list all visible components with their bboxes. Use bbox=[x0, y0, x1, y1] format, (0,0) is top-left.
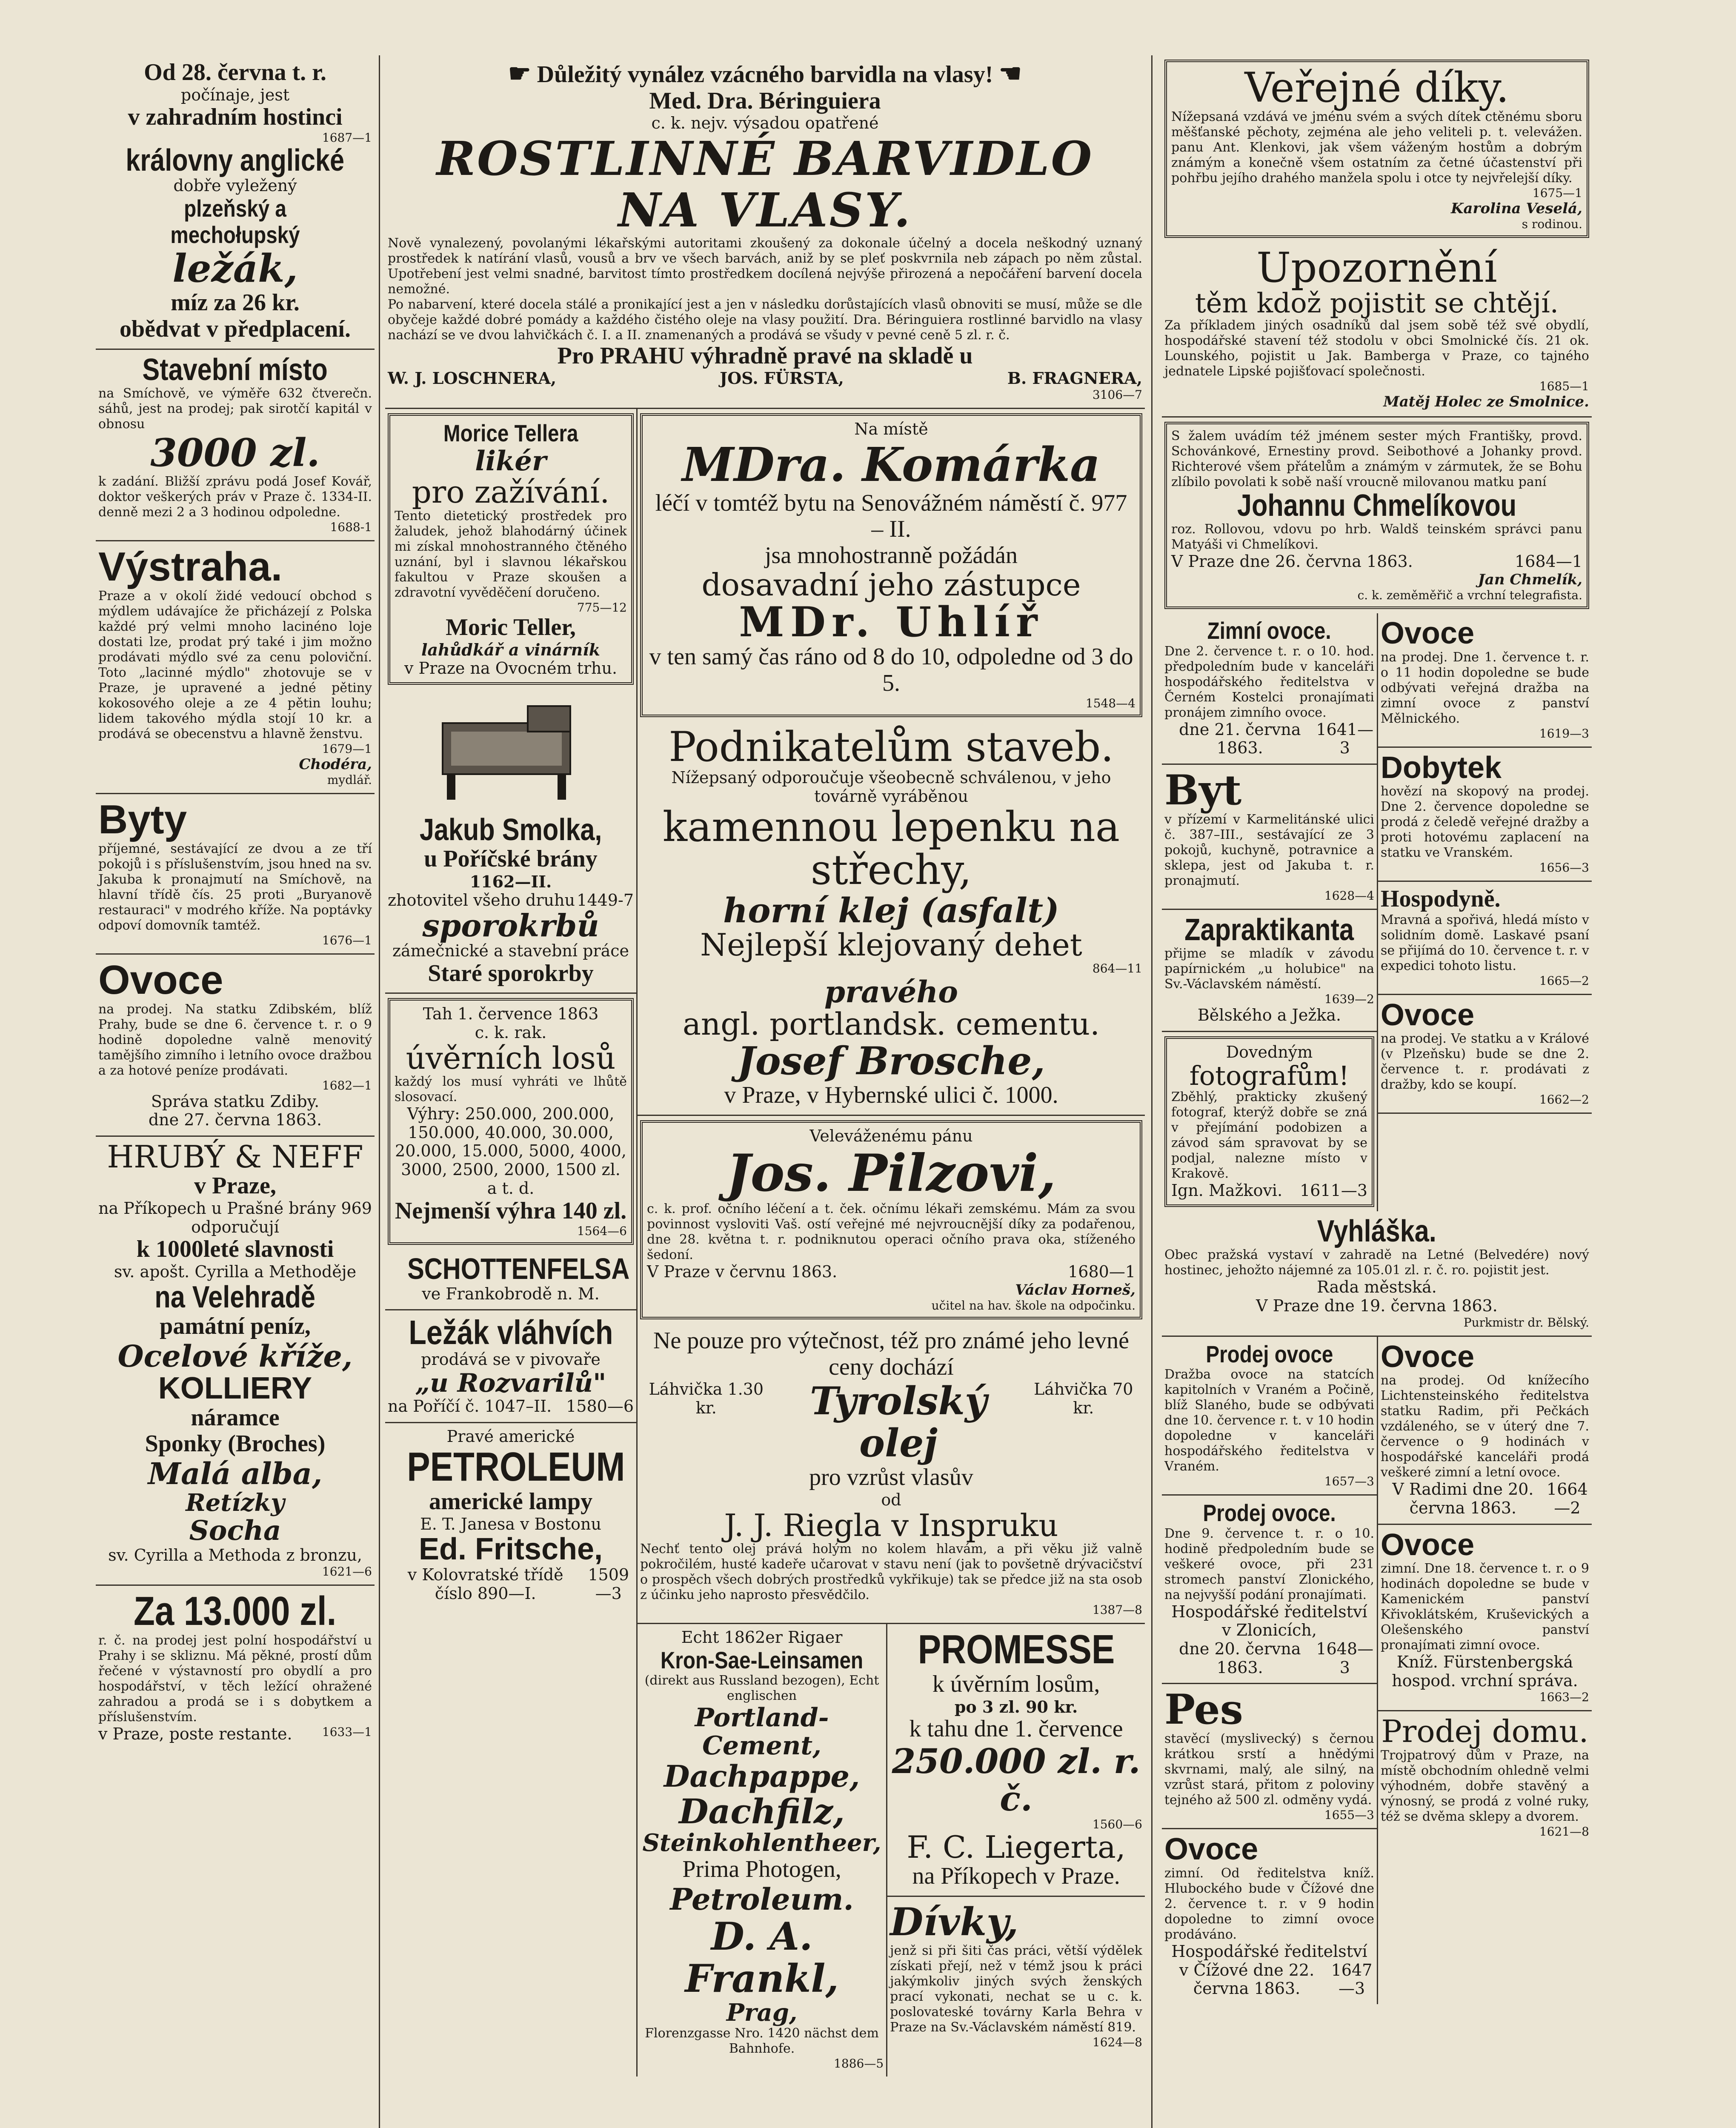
ad-text: Trojpatrový dům v Praze, na místě obchodním ohledně velmi výhodném, dobře stavěný a výnosný, se prodá z volné ruky, též se dvěma sklepy a dvorem. bbox=[1381, 1748, 1589, 1825]
ad-signature: Hospodářské ředitelství v Zlonicích, bbox=[1171, 1602, 1367, 1640]
ad-hruby-neff bbox=[96, 1137, 375, 1586]
ad-text: Láhvička 70 kr. bbox=[1034, 1380, 1133, 1417]
ad-ref: 1621—8 bbox=[1539, 1825, 1589, 1839]
ad-text: v Praze, poste restante. bbox=[98, 1725, 292, 1744]
ad-text: stavěcí (myslivecký) s černou krátkou srstí a hnědými skvrnami, malý, ale silný, na vzrůst stará, přitom z poloviny tejného až 500 zl. odměny vydá. bbox=[1164, 1731, 1374, 1808]
ad-text: B. FRAGNERA, bbox=[1007, 369, 1142, 388]
ad-text: zimní. Dne 18. července t. r. o 9 hodinách dopoledne se bude v Kamenickém panství Křivoklátském, Kruševických a Olešenského panství pronajímati zimní ovoce. bbox=[1381, 1561, 1589, 1653]
ad-text: c. k. rak. bbox=[475, 1023, 547, 1042]
ad-text: na Poříčí č. 1047–II. bbox=[388, 1397, 552, 1416]
subcolumn bbox=[1162, 613, 1378, 1211]
pointing-hand-icon: ☛ bbox=[508, 60, 531, 88]
ad-text: Po nabarvení, které docela stálé a pronikající jest a jen v následku dorůstajících vlasů obnoviti se musí, může se dle obyčeje každé dobré pomády a každého čistého oleje na vlasy použití. Dra. Béringuiera rostlinné barvidlo na vlasy nachází se ve dvou lahvičkách č. I. a II. znamenaných a prodává se všudy v pevné ceně 5 zl. r. č. bbox=[388, 297, 1142, 343]
ad-ref: 864—11 bbox=[1092, 961, 1142, 975]
ad-heading: Johannu Chmelíkovou bbox=[1237, 488, 1517, 523]
ad-text: Praze a v okolí židé vedoucí obchod s mýdlem udávajíce že přicházejí z Polska každé prý velmi mnoho lacinéno loje dostati lze, prodat prý také i jim možno prodávati mýdlo své za cenu poloviční. Toto „lacinné mýdlo" zhotovuje se v Praze, je upravené a jedné pětiny kokosového oleje a ze 4 pětin louhu; lidem takového mýdla stojí 10 kr. a prodává se obecenstvu a hlavně ženstvu. bbox=[98, 588, 372, 741]
ad-barvidlo bbox=[385, 55, 1145, 409]
ad-date: V Praze dne 26. června 1863. bbox=[1171, 552, 1413, 571]
ad-vyhlaska bbox=[1162, 1211, 1592, 1337]
ad-komarek bbox=[640, 413, 1142, 717]
ad-heading: u Poříčské brány bbox=[424, 846, 598, 872]
ad-heading: Jakub Smolka, bbox=[419, 812, 602, 847]
ad-heading: Vyhláška. bbox=[1317, 1214, 1437, 1248]
ad-ref: 1564—6 bbox=[577, 1224, 627, 1238]
ad-text: v Kolovratské třídě číslo 890—I. bbox=[407, 1565, 563, 1603]
ad-heading: sporokrbů bbox=[422, 907, 599, 944]
ad-dobytek bbox=[1378, 748, 1592, 882]
ad-text: Nížepsaný odporoučuje všeobecně schválenou, v jeho továrně vyráběnou bbox=[671, 768, 1111, 806]
ad-heading: Socha bbox=[189, 1515, 281, 1547]
ad-ref: 1676—1 bbox=[322, 933, 372, 947]
ad-text: mydlář. bbox=[327, 772, 372, 787]
ad-date: V Radimi dne 20. června 1863. bbox=[1392, 1480, 1534, 1517]
ad-text: Zběhlý, prakticky zkušený fotograf, kterýž dobře se zná v přejímání podobizen a závod sám spravovat by se podjal, nalezne místo v Krakově. bbox=[1171, 1089, 1367, 1181]
ad-heading: Ovoce bbox=[1381, 1339, 1475, 1374]
ad-text: léčí v tomtéž bytu na Senovážném náměstí č. 977 – II. bbox=[655, 489, 1127, 543]
ad-text: jenž si při šiti čas práci, větší výdělek získati přejí, než v témž jsou k práci jakýmkoliv jiných svých ženských prací vykonati, nechat se u c. k. poslovateské továrny Karla Behra v Praze na Sv.-Václavském náměstí 819. bbox=[890, 1943, 1142, 2035]
ad-text: s rodinou. bbox=[1522, 217, 1582, 231]
ad-ref: 1688-1 bbox=[330, 520, 372, 535]
ad-text: sv. Cyrilla a Methoda z bronzu, bbox=[108, 1545, 362, 1565]
ad-text: Nejmenší výhra 140 zl. bbox=[395, 1197, 627, 1224]
ad-text: Nechť tento olej prává holým no kolem hlavám, a při věku již valně pokročilém, husté kadeře učarovat v stavu není (jak to povšetně drývacičství o prospěch všech dobrých prostředků vykřikuje) tak se předce již na sta osob z účinku jeho naprosto přesvědčilo. bbox=[640, 1542, 1142, 1603]
ad-text: Moric Teller, bbox=[446, 614, 576, 641]
ad-promesse bbox=[887, 1624, 1145, 1897]
ad-heading: horní klej (asfalt) bbox=[723, 890, 1059, 930]
ad-text: každý los musí vyhráti ve lhůtě slosovací. bbox=[395, 1074, 627, 1105]
ad-ovoce-kralovice bbox=[1378, 995, 1592, 1114]
ad-heading: Veřejné díky. bbox=[1244, 64, 1509, 112]
ad-text: zimní. Od ředitelstva kníž. Hlubockého bude v Čížové dne 2. července t. r. v 9 hodin dopoledne to zimní ovoce prodáváno. bbox=[1164, 1865, 1374, 1942]
ad-heading: Ovoce bbox=[1381, 616, 1475, 651]
ad-text: ve Frankobrodě n. M. bbox=[422, 1284, 600, 1303]
row-1 bbox=[385, 409, 1145, 2077]
ad-signature: Karolina Veselá, bbox=[1450, 200, 1582, 217]
ad-ovoce-cizova bbox=[1162, 1829, 1377, 2004]
ad-text: c. k. zeměměřič a vrchní telegrafista. bbox=[1357, 588, 1582, 603]
ad-ref: 1621—6 bbox=[322, 1565, 372, 1579]
ad-heading: pravého bbox=[824, 974, 958, 1010]
ad-heading: Morice Tellera bbox=[443, 420, 578, 447]
ad-text: Na místě bbox=[854, 420, 928, 439]
ad-text: Pro PRAHU výhradně pravé na skladě u bbox=[557, 342, 973, 369]
ad-praktikant bbox=[1162, 910, 1377, 1032]
ad-ref: 1619—3 bbox=[1539, 726, 1589, 741]
ad-text: na Příkopech u Prašné brány 969 odporučují bbox=[98, 1199, 372, 1236]
ad-ref: 1662—2 bbox=[1539, 1093, 1589, 1107]
ad-text: Za příkladem jiných osadníků dal jsem sobě též své obydlí, hospodářské stavení též stodolu v obci Smolnické čís. 21 ok. Lounského, pojistit u Jak. Bamberga v Praze, co tajného jednatele Lipské pojišťovací společnosti. bbox=[1164, 317, 1589, 379]
ad-heading: MDra. Komárka bbox=[682, 437, 1101, 492]
ad-ref: 1664—2 bbox=[1547, 1480, 1588, 1517]
ad-teller bbox=[388, 413, 634, 685]
ad-text: na Příkopech v Praze. bbox=[912, 1863, 1120, 1890]
ad-ref: 1641—3 bbox=[1316, 720, 1374, 758]
subcolumn bbox=[1162, 1337, 1378, 2004]
ad-text: v přízemí v Karmelitánské ulici č. 387–III., sestávající ze 3 pokojů, kuchyně, potravnice a sklepa, jest od Jakuba t. r. pronajmutí. bbox=[1164, 812, 1374, 888]
ad-text: zhotovitel všeho druhu bbox=[388, 890, 575, 910]
ad-ovoce-krivoklat bbox=[1378, 1525, 1592, 1712]
ad-text: v ten samý čas ráno od 8 do 10, odpoledne od 3 do 5. bbox=[649, 644, 1133, 696]
ad-heading: Byty bbox=[98, 796, 187, 842]
ad-pilz bbox=[640, 1120, 1142, 1319]
column-rule bbox=[379, 55, 380, 2128]
ad-heading: Dobytek bbox=[1381, 750, 1502, 785]
ad-text: příjemné, sestávající ze dvou a ze tří pokojů i s příslušenstvím, jsou hned na sv. Jakuba k pronajmutí na Smíchově, na hlavní třídě čís. 25 proti „Buryanově restauraci" v modrého kříže. Na poptávky odpoví domovník tamtéž. bbox=[98, 841, 372, 933]
ad-ovoce-radim bbox=[1378, 1337, 1592, 1525]
ad-date: dne 21. června 1863. bbox=[1179, 720, 1301, 758]
ad-text: po 3 zl. 90 kr. bbox=[954, 1697, 1078, 1716]
ad-text: Nížepsaná vzdává ve jménu svém a svých dítek ctěnému sboru měšťanské pěchoty, zejména ale jeho veliteli p. t. velevážen. panu Ant. Klenkovi, jak všem váženým hostům a dobrým známým a konečně všem ostatním za četné účastenství při pohřbu jejího drahého manžela spolu i otce ty nejvřelejší díky. bbox=[1171, 109, 1582, 186]
ad-heading: Prodej domu. bbox=[1381, 1713, 1589, 1750]
stove-illustration bbox=[426, 698, 596, 808]
ad-text: sv. apošt. Cyrilla a Methoděje bbox=[114, 1262, 357, 1281]
ad-text: Od 28. června t. r. bbox=[144, 59, 326, 86]
ad-heading: Tyrolský olej bbox=[809, 1379, 987, 1466]
ad-signature: Kníž. Fürstenbergská hospod. vrchní správa. bbox=[1392, 1653, 1578, 1690]
ad-ref: 1387—8 bbox=[1092, 1603, 1142, 1617]
ad-date: v Čížové dne 22. června 1863. bbox=[1179, 1960, 1315, 1998]
ad-heading: královny anglické bbox=[126, 143, 345, 177]
ad-petroleum bbox=[385, 1423, 636, 1609]
ad-text: 1162—II. bbox=[469, 872, 552, 891]
column-right bbox=[1162, 55, 1592, 2004]
ad-text: památní peníz, bbox=[160, 1313, 311, 1340]
ad-heading: Ležák vláhvích bbox=[408, 1313, 613, 1352]
ad-text: Dražba ovoce na statcích kapitolních v Vraném a Počině, blíž Slaného, bude se odbývati dne 10. července r. t. v 10 hodin dopoledne v kanceláři hospodářského ředitelstva v Vraném. bbox=[1164, 1367, 1374, 1474]
ad-text: hovězí na skopový na prodej. Dne 2. července dopoledne se prodá z čeledě veřejné dražby a proti hotovému zaplacení na statku ve Vranském. bbox=[1381, 784, 1589, 861]
ad-heading: fotografům! bbox=[1189, 1060, 1350, 1091]
ad-text: k tahu dne 1. července bbox=[909, 1716, 1123, 1742]
ad-text: Florenzgasse Nro. 1420 nächst dem Bahnhofe. bbox=[645, 2026, 879, 2056]
ad-prodej-ovoce-zlonice bbox=[1162, 1496, 1377, 1684]
ad-heading: Prag, bbox=[726, 1998, 798, 2027]
ad-text: Mravná a spořivá, hledá místo v solidním domě. Laskavé psaní se přijímá do 10. července t. r. v expedici tohoto listu. bbox=[1381, 912, 1589, 973]
ad-text: Veleváženému pánu bbox=[809, 1126, 973, 1145]
ad-signature: Správa statku Zdiby. bbox=[151, 1092, 320, 1111]
ad-ref: 1680—1 bbox=[1068, 1262, 1135, 1281]
ad-verejne-diky bbox=[1164, 60, 1589, 238]
subcolumn bbox=[1378, 613, 1592, 1211]
ad-prodej-ovoce-vrany bbox=[1162, 1337, 1377, 1496]
ad-text: obědvat v předplacení. bbox=[120, 315, 351, 342]
ad-text: E. T. Janesa v Bostonu bbox=[420, 1514, 601, 1533]
ad-podnikatelum bbox=[638, 721, 1145, 1116]
ad-byt bbox=[1162, 765, 1377, 910]
ad-text: na prodej. Dne 1. července t. r. o 11 hodin dopoledne se bude odbývati veřejná dražba na zimní ovoce z panství Mělnického. bbox=[1381, 649, 1589, 726]
ad-ref: 1663—2 bbox=[1539, 1690, 1589, 1705]
ad-date: dne 20. června 1863. bbox=[1179, 1639, 1301, 1677]
ad-heading: Petroleum. bbox=[670, 1881, 854, 1917]
ad-chmelikova bbox=[1164, 422, 1589, 609]
ad-ref: 1611—3 bbox=[1300, 1181, 1367, 1200]
subcolumn-wide bbox=[638, 409, 1145, 2077]
ad-heading: úvěrních losů bbox=[406, 1040, 616, 1076]
ad-heading: Ovoce bbox=[98, 957, 223, 1003]
ad-heading: Kron-Sae-Leinsamen bbox=[661, 1646, 864, 1673]
ad-heading: D. A. Frankl, bbox=[685, 1913, 839, 2001]
ad-heading: „u Rozvarilů" bbox=[415, 1368, 606, 1399]
ad-heading: PROMESSE bbox=[918, 1627, 1115, 1673]
ad-heading: MDr. Uhlíř bbox=[739, 598, 1044, 646]
column-middle bbox=[385, 55, 1145, 2077]
row-bottom bbox=[638, 1624, 1145, 2077]
ad-text: Důležitý vynález vzácného barvidla na vlasy! bbox=[537, 61, 993, 88]
ad-ref: 1509—3 bbox=[588, 1565, 629, 1603]
ad-ref: 3106—7 bbox=[1092, 388, 1142, 402]
ad-divky bbox=[887, 1897, 1145, 2055]
ad-text: Dne 9. července t. r. o 10. hodině předpoledním bude se veškeré ovoce, při 231 stromech panství Zlonického, na nejvyšší podání pronajímati. bbox=[1164, 1526, 1374, 1602]
ad-text: Výhry: 250.000, 200.000, 150.000, 40.000, 30.000, 20.000, 15.000, 5000, 4000, 3000, 2500, 2000, 1500 zl. a t. d. bbox=[395, 1104, 626, 1198]
ad-ref: 1548—4 bbox=[1085, 696, 1135, 711]
ad-text: v zahradním hostinci bbox=[128, 104, 343, 131]
row-small-ads bbox=[1162, 613, 1592, 1211]
ad-ref: 1665—2 bbox=[1539, 973, 1589, 988]
ad-ref: 1449-7 bbox=[577, 890, 634, 910]
ad-heading: 250.000 zl. r. č. bbox=[892, 1741, 1141, 1819]
ad-text: od bbox=[881, 1490, 901, 1509]
ad-ovoce-zdiby bbox=[96, 955, 375, 1137]
ad-text: přijme se mladík v závodu papírnickém „u holubice" na Sv.-Václavském náměstí. bbox=[1164, 946, 1374, 992]
ad-heading: Nejlepší klejovaný dehet bbox=[700, 927, 1082, 963]
ad-text: Obec pražská vystaví v zahradě na Letné (Belvedére) nový hostinec, jehožto nájemné za 105.01 zl. r. č. ro. pojistit jest. bbox=[1164, 1247, 1589, 1278]
ad-heading: Stavební místo bbox=[142, 352, 328, 387]
ad-lezak bbox=[385, 1310, 636, 1423]
ad-ovoce-melnik bbox=[1378, 613, 1592, 748]
ad-tyrolsky-olej bbox=[638, 1324, 1145, 1624]
ad-text: počínaje, jest bbox=[180, 85, 290, 104]
ad-heading: Josef Brosche, bbox=[737, 1038, 1045, 1084]
ad-ref: 1687—1 bbox=[322, 130, 372, 145]
ad-ref: 1639—2 bbox=[1324, 992, 1374, 1007]
ad-text: Tento dietetický prostředek pro žaludek, jehož blahodárný účinek mi získal mnohostranného čtěného uznání, byl i slavnou lékařskou fakultou v Praze skoušen a zdravotní vyvěděčení doručeno. bbox=[395, 508, 627, 600]
ad-heading: Retízky bbox=[186, 1488, 285, 1517]
ad-signature: Václav Horneš, bbox=[1015, 1281, 1135, 1299]
ad-text: v Praze na Ovocném trhu. bbox=[404, 659, 618, 678]
ad-date: V Praze dne 19. června 1863. bbox=[1256, 1296, 1498, 1315]
ad-text: Echt 1862er Rigaer bbox=[681, 1628, 843, 1647]
ad-heading: ležák, bbox=[172, 246, 298, 292]
ad-heading: Dívky, bbox=[890, 1899, 1019, 1945]
ad-text: Ne pouze pro výtečnost, též pro známé jeho levné ceny dochází bbox=[653, 1327, 1129, 1380]
ad-ref: 1628—4 bbox=[1324, 888, 1374, 903]
ad-text: r. č. na prodej jest polní hospodářství u Prahy i se skliznu. Má pěkné, prostí dům řečené v výstavností pro obydlí a pro hospodářství, v těch ležící ohražené zahradou a prodá se i s dobytkem a příslušenstvím. bbox=[98, 1633, 372, 1725]
ad-text: (direkt aus Russland bezogen), Echt englischen bbox=[644, 1673, 879, 1704]
ad-text: Med. Dra. Béringuiera bbox=[649, 87, 881, 114]
ad-ref: 1655—3 bbox=[1324, 1808, 1374, 1822]
ad-ref: 1679—1 bbox=[322, 741, 372, 756]
ad-signature: Matěj Holec ze Smolnice. bbox=[1383, 393, 1589, 410]
ad-heading: Steinkohlentheer, bbox=[642, 1829, 881, 1857]
ad-text: lahůdkář a vinárník bbox=[421, 640, 601, 660]
ad-text: zámečnické a stavební práce bbox=[392, 941, 629, 960]
ad-text: k úvěrním losům, bbox=[932, 1670, 1100, 1697]
ad-text: míz za 26 kr. bbox=[171, 289, 300, 316]
ad-heading: Dachfilz, bbox=[679, 1791, 845, 1832]
ad-text: W. J. LOSCHNERA, bbox=[388, 369, 557, 388]
ad-signature: Hospodářské ředitelství bbox=[1171, 1942, 1367, 1961]
ad-heading: na Velehradě bbox=[154, 1280, 316, 1314]
ad-ref: 1682—1 bbox=[322, 1078, 372, 1093]
subcolumn bbox=[887, 1624, 1145, 2077]
ad-signature: Bělského a Ježka. bbox=[1197, 1006, 1341, 1025]
ad-text: S žalem uvádím též jménem sester mých Františky, provd. Schovánkové, Ernestiny provd. Seibothové a Johanky provd. Richterové všem přátelům a známým v zármutek, že se Bohu zlíbilo povolati k sobě naší vroucně milovanou matku paní bbox=[1171, 428, 1582, 489]
ad-text: na Smíchově, ve výměře 632 čtverečn. sáhů, jest na prodej; pak sirotčí kapitál v obnosu bbox=[98, 386, 372, 432]
ad-ref: 1624—8 bbox=[1092, 2035, 1142, 2050]
ad-heading: Ovoce bbox=[1381, 998, 1475, 1032]
ad-text: c. k. nejv. výsadou opatřené bbox=[651, 114, 879, 133]
ad-text: Pravé americké bbox=[446, 1427, 575, 1446]
ad-heading: Prodej ovoce. bbox=[1203, 1499, 1336, 1527]
ad-date: dne 27. června 1863. bbox=[148, 1110, 322, 1130]
ad-text: k zadání. Bližší zprávu podá Josef Kovář, doktor veškerých práv v Praze č. 1334-II. denně mezi 2 a 3 hodinou odpoledne. bbox=[98, 474, 372, 520]
ad-text: Tah 1. července 1863 bbox=[423, 1004, 599, 1024]
ad-heading: SCHOTTENFELSA bbox=[407, 1252, 630, 1286]
ad-heading: J. J. Riegla v Inspruku bbox=[724, 1507, 1058, 1543]
ad-heading: Byt bbox=[1164, 766, 1242, 815]
ad-fotografum bbox=[1164, 1036, 1374, 1207]
ad-heading: KOLLIERY bbox=[158, 1371, 312, 1405]
ad-heading: HRUBÝ & NEFF bbox=[107, 1138, 363, 1175]
subcolumn bbox=[1378, 1337, 1592, 2004]
ad-ref: 1560—6 bbox=[1092, 1817, 1142, 1831]
pointing-hand-icon: ☛ bbox=[999, 60, 1022, 88]
ad-text: na prodej. Ve statku a v Králové (v Plzeňsku) bude se dne 2. července t. r. prodávati z dražby, kdo se koupí. bbox=[1381, 1031, 1589, 1093]
ad-heading: Podnikatelům staveb. bbox=[669, 723, 1114, 771]
ad-byty bbox=[96, 794, 375, 955]
ad-ref: 1675—1 bbox=[1532, 186, 1582, 200]
ad-heading: Zapraktikanta bbox=[1184, 912, 1354, 947]
ad-heading: Ovoce bbox=[1164, 1832, 1258, 1867]
ad-ref: 1684—1 bbox=[1515, 552, 1582, 571]
ad-heading: Dachpappe, bbox=[664, 1759, 860, 1794]
ad-text: učitel na hav. škole na odpočinku. bbox=[931, 1299, 1135, 1313]
ad-heading: F. C. Liegerta, bbox=[907, 1829, 1126, 1865]
ad-text: Prima Photogen, bbox=[682, 1856, 841, 1883]
ad-text: k 1000leté slavnosti bbox=[136, 1236, 334, 1263]
column-rule bbox=[1151, 55, 1153, 2128]
ad-zimni-ovoce bbox=[1162, 613, 1377, 765]
ad-upozorneni bbox=[1162, 242, 1592, 418]
ad-prodej-domu bbox=[1378, 1711, 1592, 1845]
ad-ref: 1580—6 bbox=[566, 1397, 634, 1416]
ad-ref: 1685—1 bbox=[1539, 379, 1589, 393]
column-left bbox=[96, 55, 375, 1750]
ad-ref: 1657—3 bbox=[1324, 1474, 1374, 1489]
ad-text: Sponky (Broches) bbox=[145, 1430, 326, 1457]
ad-heading: Malá alba, bbox=[148, 1456, 323, 1491]
ad-heading: Výstraha. bbox=[98, 544, 283, 590]
ad-text: Láhvička 1.30 kr. bbox=[649, 1380, 764, 1417]
ad-text: Dne 2. července t. r. o 10. hod. předpoledním bude v kanceláři hospodářského ředitelstva v Černém Kostelci pronajímati pronájem zimního ovoce. bbox=[1164, 644, 1374, 720]
ad-heading: Ovoce bbox=[1381, 1527, 1475, 1562]
ad-amount: 3000 zl. bbox=[150, 430, 320, 476]
ad-text: Dovedným bbox=[1226, 1043, 1313, 1062]
row-small-ads-2 bbox=[1162, 1337, 1592, 2004]
ad-heading: likér bbox=[475, 445, 546, 477]
ad-uverni-losy bbox=[388, 998, 634, 1245]
ad-text: Staré sporokrby bbox=[428, 960, 594, 987]
ad-heading: angl. portlandsk. cementu. bbox=[682, 1006, 1100, 1042]
ad-hostinec bbox=[96, 55, 375, 350]
ad-heading: Hospodyně. bbox=[1381, 886, 1501, 912]
ad-heading: dosavadní jeho zástupce bbox=[701, 566, 1081, 603]
ad-signature: Jan Chmelík, bbox=[1478, 571, 1582, 589]
ad-heading: Prodej ovoce bbox=[1206, 1340, 1333, 1367]
ad-text: prodává se v pivovaře bbox=[421, 1350, 601, 1369]
ad-signature: Chodéra, bbox=[299, 755, 372, 773]
ad-smolka bbox=[385, 689, 636, 994]
ad-text: na prodej. Od knížecího Lichtensteinského ředitelstva statku Radim, při Pečkách vzdáleného, se v úterý dne 7. července o 9 hodinách v hospodářské kanceláři prodá veškeré zimní a letní ovoce. bbox=[1381, 1373, 1589, 1480]
ad-heading: kamennou lepenku na střechy, bbox=[662, 803, 1120, 894]
ad-heading: Upozornění bbox=[1256, 243, 1497, 292]
ad-vystraha bbox=[96, 541, 375, 794]
ad-hospodyne bbox=[1378, 882, 1592, 995]
ad-text: na prodej. Na statku Zdibském, blíž Prahy, bude se dne 6. července t. r. o 9 hodině dopoledne valně menovitý tamějšího zimního i letního ovoce dražbou a za hotové peníze prodávati. bbox=[98, 1001, 372, 1078]
ad-heading: těm kdož pojistit se chtějí. bbox=[1195, 287, 1559, 319]
ad-ref: 1647—3 bbox=[1331, 1960, 1373, 1998]
ad-text: Nově vynalezený, povolanými lékařskými autoritami zkoušený za dokonale účelný a docela neškodný uznaný prostředek k natírání vlasů, vousů a brv ve všech barvách, aniž by se pleť poskvrnila neb zápach po něm zůstal. Upotřebení jest velmi snadné, barvitost tímto prostředkem docílená nejvýše přirozená a nepočáření barvení docela nemožné. bbox=[388, 235, 1142, 297]
ad-stavebni-misto bbox=[96, 350, 375, 542]
ad-frankl bbox=[638, 1624, 887, 2077]
ad-pes bbox=[1162, 1684, 1377, 1829]
ad-heading: Ed. Fritsche, bbox=[418, 1532, 603, 1567]
ad-schottenfels bbox=[385, 1249, 636, 1310]
ad-hospodarstvi bbox=[96, 1586, 375, 1749]
ad-text: roz. Rollovou, vdovu po hrb. Waldš teinském správci panu Matyáši vi Chmelíkovi. bbox=[1171, 522, 1582, 552]
ad-text: v Praze, v Hybernské ulici č. 1000. bbox=[724, 1082, 1058, 1109]
subcolumn bbox=[385, 409, 638, 2077]
ad-heading: Portland-Cement, bbox=[695, 1703, 829, 1761]
ad-heading: PETROLEUM bbox=[407, 1444, 625, 1490]
ad-text: Purkmistr dr. Bělský. bbox=[1463, 1315, 1589, 1330]
ad-heading: Pes bbox=[1164, 1685, 1243, 1734]
ad-text: jsa mnohostranně požádán bbox=[764, 542, 1018, 569]
ad-ref: 1633—1 bbox=[322, 1725, 372, 1739]
ad-text: náramce bbox=[191, 1404, 280, 1431]
ad-heading: pro zažívání. bbox=[412, 474, 610, 510]
ad-text: plzeňský a mechołupský bbox=[170, 195, 300, 248]
ad-text: c. k. prof. očního léčení a t. ček. očnímu lékaři zemskému. Mám za svou povinnost vysloviti Vaš. ostí veřejné mé nejvroucnější díky za podařenou, dne 28. května t. r. podniknutou operaci očního prava oka, stíženého šedoní. bbox=[647, 1201, 1135, 1263]
ad-text: v Praze, bbox=[194, 1173, 276, 1199]
ad-signature: Rada městská. bbox=[1317, 1278, 1437, 1297]
ad-ref: 1886—5 bbox=[834, 2056, 884, 2071]
ad-signature: Ign. Mažkovi. bbox=[1171, 1181, 1283, 1200]
ad-text: americké lampy bbox=[429, 1488, 593, 1515]
ad-text: JOS. FÜRSTA, bbox=[720, 369, 844, 388]
ad-text: dobře vyležený bbox=[173, 176, 297, 195]
ad-heading: Ocelové kříže, bbox=[117, 1338, 353, 1374]
ad-ref: 1656—3 bbox=[1539, 861, 1589, 875]
ad-ref: 775—12 bbox=[577, 600, 627, 615]
ad-heading: Zimní ovoce. bbox=[1207, 617, 1331, 644]
ad-text: pro vzrůst vlasův bbox=[809, 1464, 973, 1491]
ad-ref: 1648—3 bbox=[1316, 1639, 1374, 1677]
ad-heading: Za 13.000 zl. bbox=[134, 1588, 337, 1634]
ad-date: V Praze v červnu 1863. bbox=[647, 1262, 838, 1281]
ad-heading: Jos. Pilzovi, bbox=[726, 1143, 1056, 1204]
ad-heading: ROSTLINNÉ BARVIDLO NA VLASY. bbox=[436, 131, 1094, 237]
